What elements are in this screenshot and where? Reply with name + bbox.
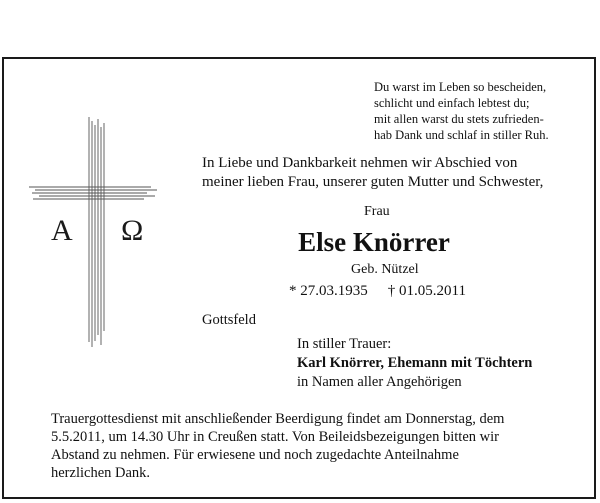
mourners-main: Karl Knörrer, Ehemann mit Töchtern — [297, 355, 533, 371]
death-date: † 01.05.2011 — [387, 283, 466, 299]
birth-name: Geb. Nützel — [351, 262, 419, 277]
poem-line: Du warst im Leben so bescheiden, — [374, 80, 547, 94]
poem — [374, 79, 549, 143]
mourners — [297, 335, 532, 392]
deceased-name: Else Knörrer — [298, 227, 450, 257]
salutation: Frau — [364, 204, 390, 219]
service-line: 5.5.2011, um 14.30 Uhr in Creußen statt. Von Beileidsbezeigungen bitten wir — [51, 429, 499, 445]
intro-text — [202, 154, 543, 192]
service-line: Abstand zu nehmen. Für erwiesene und noch zugedachte Anteilnahme — [51, 447, 459, 463]
omega-letter: Ω — [121, 214, 144, 247]
place: Gottsfeld — [202, 312, 256, 328]
life-dates — [289, 283, 466, 300]
intro-line: meiner lieben Frau, unserer guten Mutter und Schwester, — [202, 174, 544, 190]
mourners-others: in Namen aller Angehörigen — [297, 374, 462, 390]
service-line: herzlichen Dank. — [51, 465, 151, 481]
service-line: Trauergottesdienst mit anschließender Beerdigung findet am Donnerstag, dem — [51, 411, 505, 427]
obituary-notice — [2, 57, 596, 499]
service-text — [51, 410, 504, 482]
birth-date: * 27.03.1935 — [289, 283, 368, 299]
alpha-letter: A — [51, 214, 73, 247]
mourners-heading: In stiller Trauer: — [297, 336, 392, 352]
poem-line: schlicht und einfach lebtest du; — [374, 96, 530, 110]
intro-line: In Liebe und Dankbarkeit nehmen wir Abschied von — [202, 155, 518, 171]
poem-line: mit allen warst du stets zufrieden- — [374, 112, 544, 126]
poem-line: hab Dank und schlaf in stiller Ruh. — [374, 128, 549, 142]
